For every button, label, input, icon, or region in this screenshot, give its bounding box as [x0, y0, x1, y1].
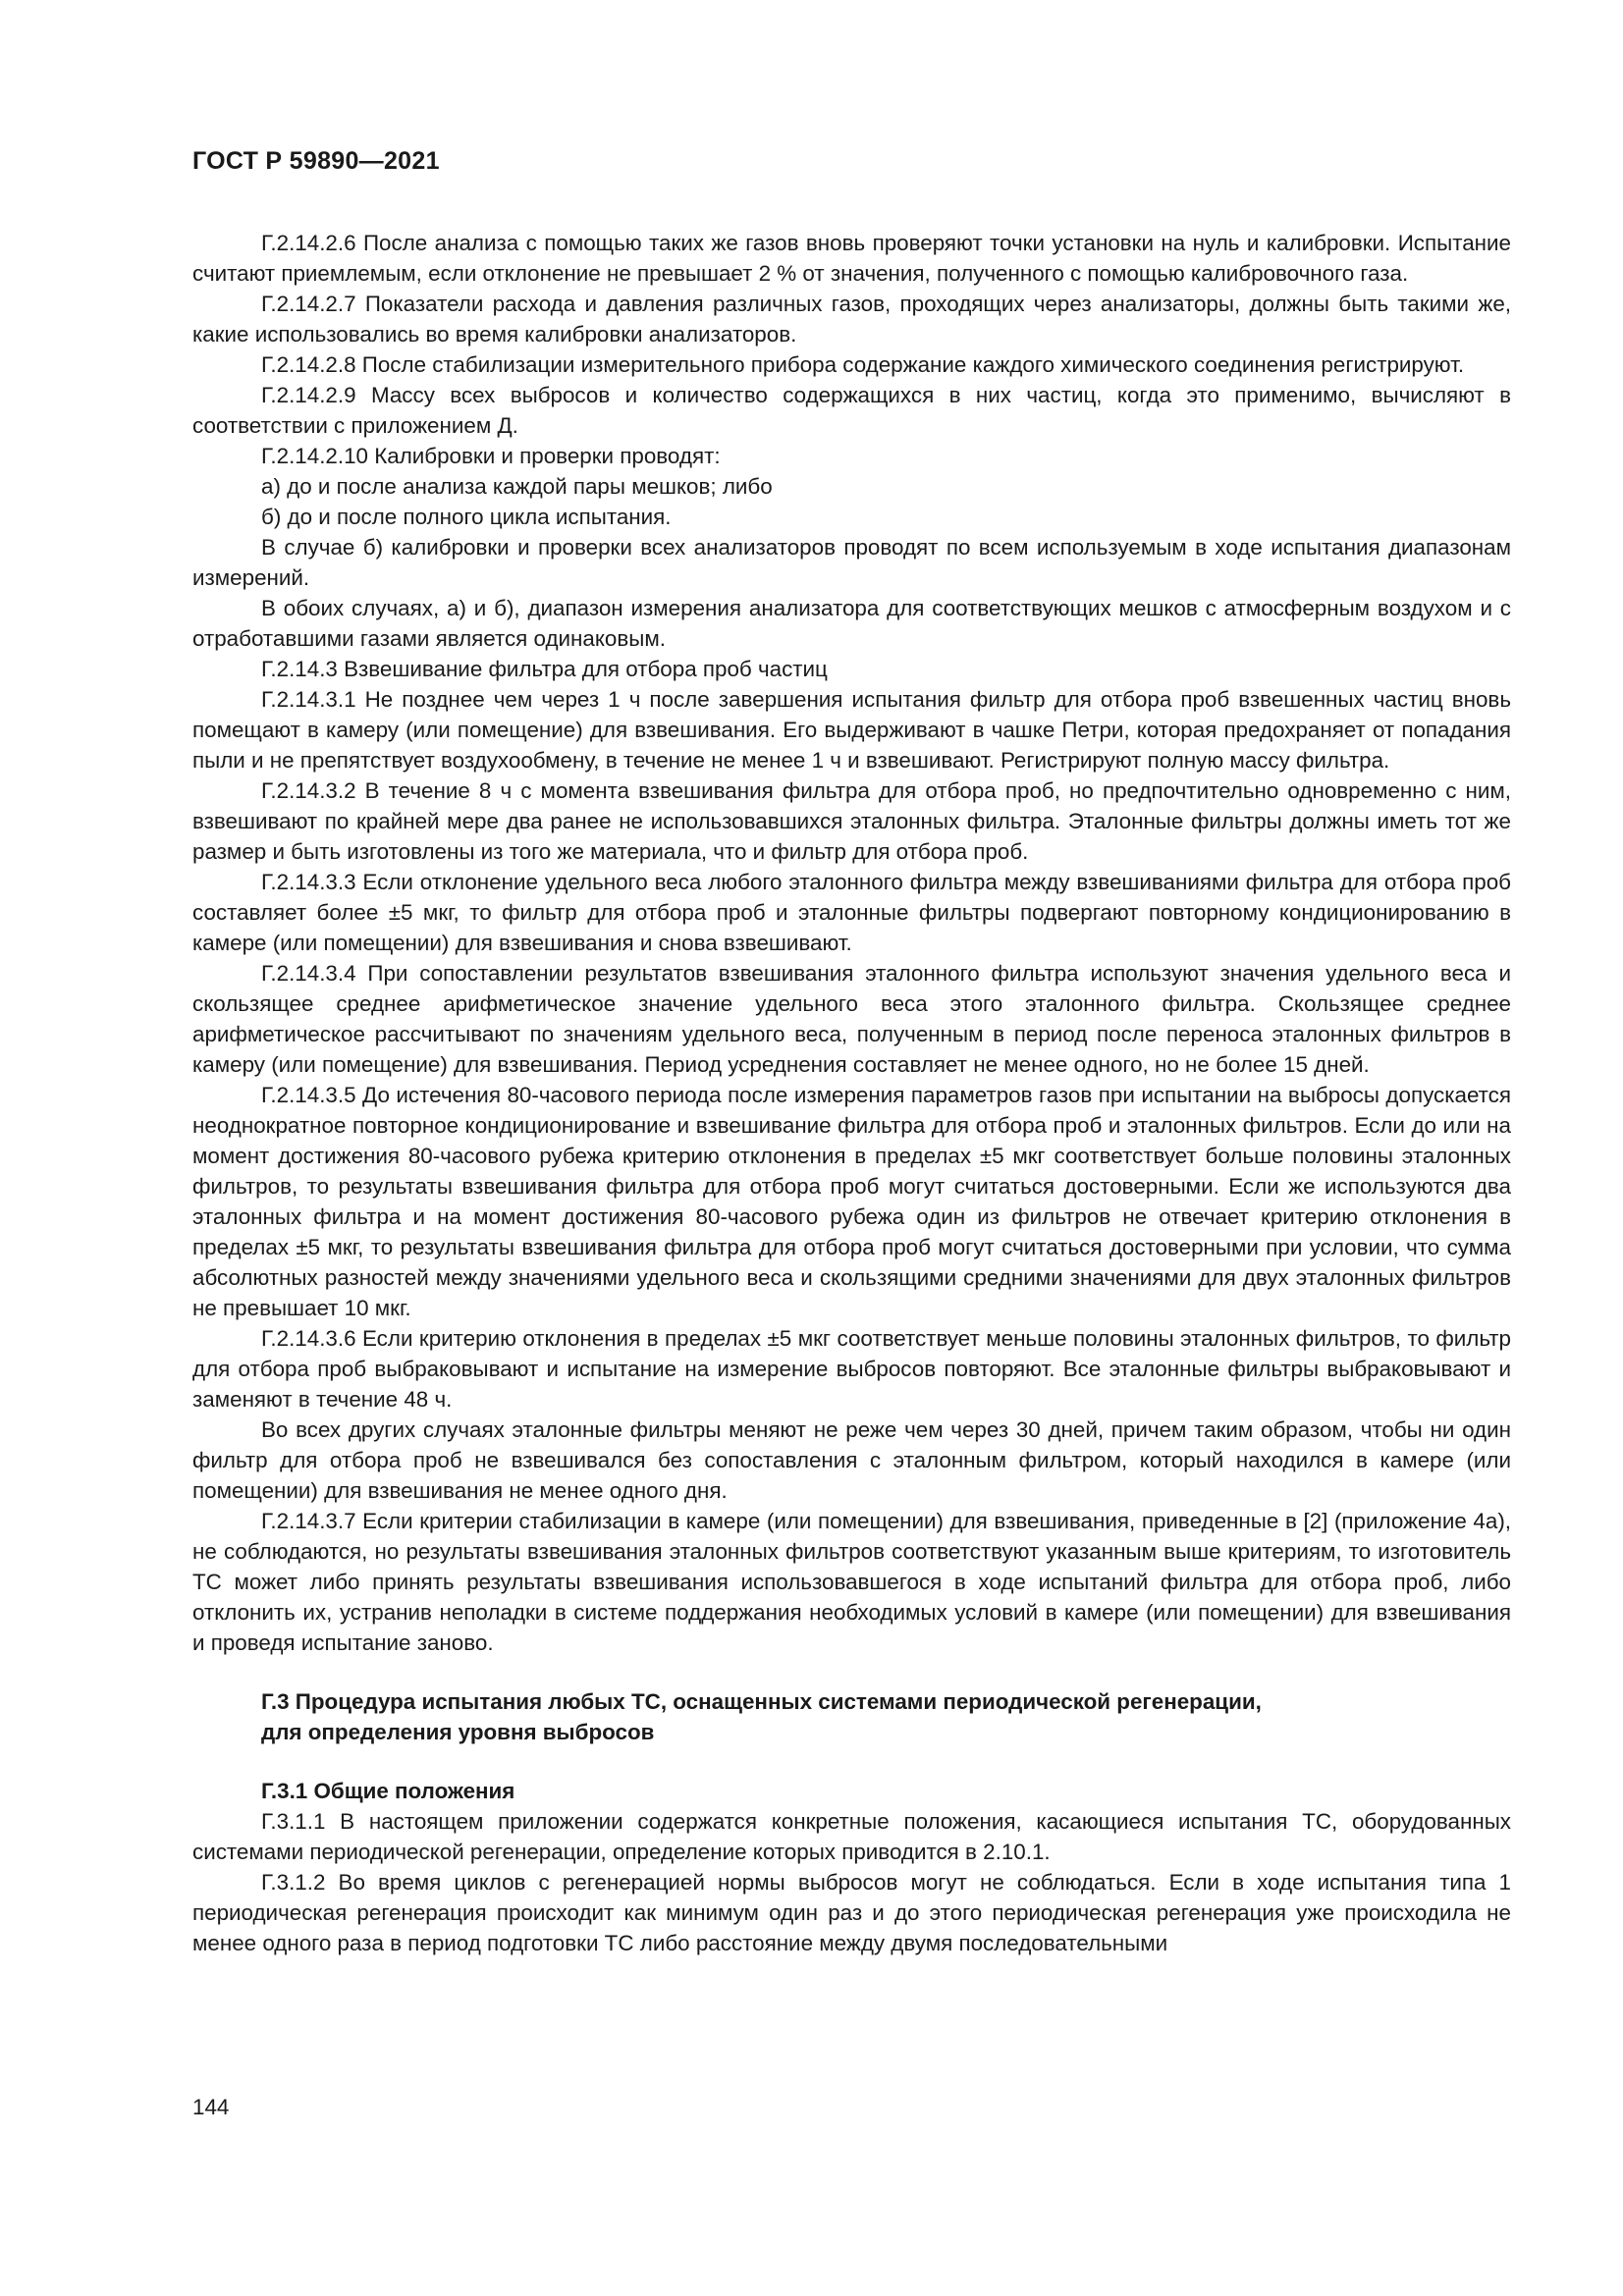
paragraph: В случае б) калибровки и проверки всех анализаторов проводят по всем используемым в ходе испытания диапазонам измерений.: [192, 535, 1511, 590]
spacer: [192, 1747, 1511, 1776]
list-item: а) до и после анализа каждой пары мешков; либо: [261, 474, 773, 499]
paragraph: Во всех других случаях эталонные фильтры меняют не реже чем через 30 дней, причем таким образом, чтобы ни один фильтр для отбора проб не взвешивался без сопоставления с эталонным фильтром, который находился в камере (или помещении) для взвешивания не менее одного дня.: [192, 1417, 1511, 1503]
page-number: 144: [192, 2095, 230, 2119]
section-heading-line1: Г.3 Процедура испытания любых ТС, оснащенных системами периодической регенерации,: [261, 1689, 1262, 1714]
paragraph: Г.2.14.3.6 Если критерию отклонения в пределах ±5 мкг соответствует меньше половины эталонных фильтров, то фильтр для отбора проб выбраковывают и испытание на измерение выбросов повторяют. Все эталонные фильтры выбраковывают и заменяют в течение 48 ч.: [192, 1326, 1511, 1412]
paragraph: Г.2.14.3.5 До истечения 80-часового периода после измерения параметров газов при испытании на выбросы допускается неоднократное повторное кондиционирование и взвешивание фильтра для отбора проб и эталонных фильтров. Если до или на момент достижения 80-часового рубежа критерию отклонения в пределах ±5 мкг соответствует больше половины эталонных фильтров, то результаты взвешивания фильтра для отбора проб могут считаться достоверными. Если же используются два эталонных фильтра и на момент достижения 80-часового рубежа один из фильтров не отвечает критерию отклонения в пределах ±5 мкг, то результаты взвешивания фильтра для отбора проб могут считаться достоверными при условии, что сумма абсолютных разностей между значениями удельного веса и скользящими средними значениями для двух эталонных фильтров не превышает 10 мкг.: [192, 1083, 1511, 1320]
paragraph: Г.3.1.2 Во время циклов с регенерацией нормы выбросов могут не соблюдаться. Если в ходе испытания типа 1 периодическая регенерация происходит как минимум один раз и до этого периодическая регенерация уже происходила не менее одного раза в период подготовки ТС либо расстояние между двумя последовательными: [192, 1870, 1511, 1955]
paragraph: Г.2.14.2.7 Показатели расхода и давления различных газов, проходящих через анализаторы, должны быть такими же, какие использовались во время калибровки анализаторов.: [192, 292, 1511, 347]
paragraph: Г.2.14.3.2 В течение 8 ч с момента взвешивания фильтра для отбора проб, но предпочтительно одновременно с ним, взвешивают по крайней мере два ранее не использовавшихся эталонных фильтра. Эталонные фильтры должны иметь тот же размер и быть изготовлены из того же материала, что и фильтр для отбора проб.: [192, 778, 1511, 864]
paragraph: В обоих случаях, а) и б), диапазон измерения анализатора для соответствующих мешков с атмосферным воздухом и с отработавшими газами является одинаковым.: [192, 596, 1511, 651]
paragraph: Г.2.14.2.8 После стабилизации измерительного прибора содержание каждого химического соединения регистрируют.: [261, 352, 1465, 377]
paragraph: Г.2.14.2.9 Массу всех выбросов и количество содержащихся в них частиц, когда это применимо, вычисляют в соответствии с приложением Д.: [192, 383, 1511, 438]
paragraph: Г.2.14.3.1 Не позднее чем через 1 ч после завершения испытания фильтр для отбора проб взвешенных частиц вновь помещают в камеру (или помещение) для взвешивания. Его выдерживают в чашке Петри, которая предохраняет от попадания пыли и не препятствует воздухообмену, в течение не менее 1 ч и взвешивают. Регистрируют полную массу фильтра.: [192, 687, 1511, 773]
section-heading-line2: для определения уровня выбросов: [261, 1720, 655, 1744]
list-item: б) до и после полного цикла испытания.: [261, 505, 672, 529]
paragraph: Г.2.14.2.6 После анализа с помощью таких же газов вновь проверяют точки установки на нуль и калибровки. Испытание считают приемлемым, если отклонение не превышает 2 % от значения, полученного с помощью калибровочного газа.: [192, 231, 1511, 286]
paragraph: Г.2.14.3.4 При сопоставлении результатов взвешивания эталонного фильтра используют значения удельного веса и скользящее среднее арифметическое значение удельного веса этого эталонного фильтра. Скользящее среднее арифметическое рассчитывают по значениям удельного веса, полученным в период после переноса эталонных фильтров в камеру (или помещение) для взвешивания. Период усреднения составляет не менее одного, но не более 15 дней.: [192, 961, 1511, 1077]
paragraph: Г.2.14.3.7 Если критерии стабилизации в камере (или помещении) для взвешивания, приведенные в [2] (приложение 4а), не соблюдаются, но результаты взвешивания эталонных фильтров соответствуют указанным выше критериям, то изготовитель ТС может либо принять результаты взвешивания использовавшегося в ходе испытаний фильтра для отбора проб, либо отклонить их, устранив неполадки в системе поддержания необходимых условий в камере (или помещении) для взвешивания и проведя испытание заново.: [192, 1509, 1511, 1655]
document-body: [192, 228, 1511, 1958]
document-header-title: ГОСТ Р 59890—2021: [192, 147, 440, 175]
paragraph: Г.2.14.3.3 Если отклонение удельного веса любого эталонного фильтра между взвешиваниями фильтра для отбора проб составляет более ±5 мкг, то фильтр для отбора проб и эталонные фильтры подвергают повторному кондиционированию в камере (или помещении) для взвешивания и снова взвешивают.: [192, 870, 1511, 955]
paragraph: Г.2.14.2.10 Калибровки и проверки проводят:: [261, 444, 721, 468]
paragraph: Г.3.1.1 В настоящем приложении содержатся конкретные положения, касающиеся испытания ТС, оборудованных системами периодической регенерации, определение которых приводится в 2.10.1.: [192, 1809, 1511, 1864]
subsection-heading: Г.2.14.3 Взвешивание фильтра для отбора проб частиц: [261, 657, 828, 681]
spacer: [192, 1658, 1511, 1686]
subsection-title: Г.3.1 Общие положения: [261, 1779, 515, 1803]
